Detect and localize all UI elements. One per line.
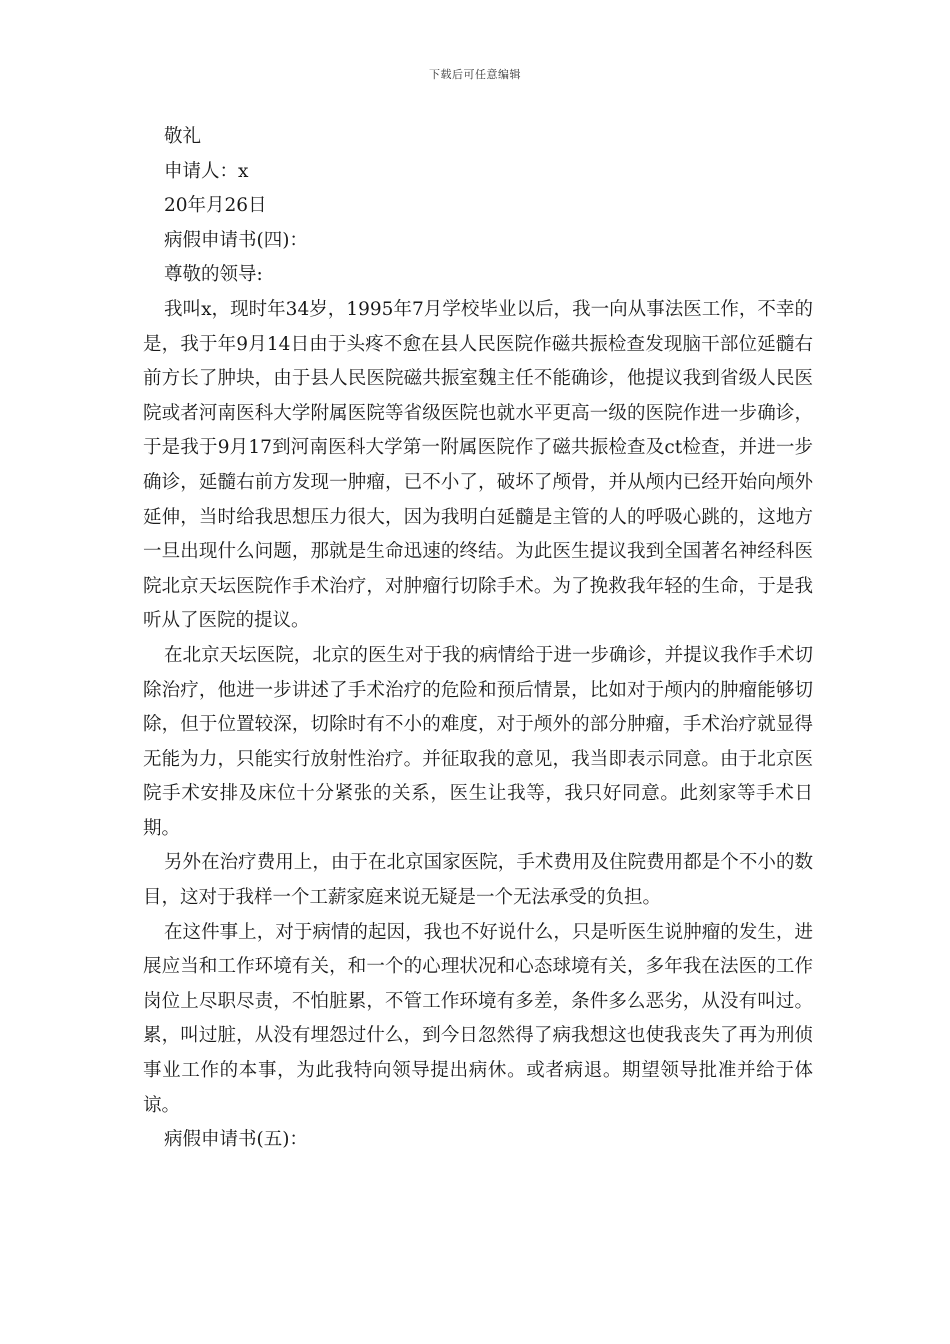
header-note: 下载后可任意编辑	[429, 68, 521, 81]
closing-line: 敬礼	[164, 126, 202, 147]
salutation: 尊敬的领导:	[164, 264, 263, 286]
paragraph-1: 我叫x，现时年34岁，1995年7月学校毕业以后，我一向从事法医工作，不幸的是，我于年9月14日由于头疼不愈在县人民医院作磁共振检查发现脑干部位延髓右前方长了肿块，由于县人民医院磁共振室魏主任不能确诊，他提议我到省级人民医院或者河南医科大学附属医院等省级医院也就水平更高一级的医院作进一步确诊，于是我于9月17到河南医科大学第一附属医院作了磁共振检查及ct检查，并进一步确诊，延髓右前方发现一肿瘤，已不小了，破坏了颅骨，并从颅内已经开始向颅外延伸，当时给我思想压力很大，因为我明白延髓是主管的人的呼吸心跳的，这地方一旦出现什么问题，那就是生命迅速的终结。为此医生提议我到全国著名神经科医院北京天坛医院作手术治疗，对肿瘤行切除手术。为了挽救我年轻的生命，于是我听从了医院的提议。	[143, 298, 813, 632]
section-title-4: 病假申请书(四)：	[164, 229, 308, 251]
paragraph-3: 另外在治疗费用上，由于在北京国家医院，手术费用及住院费用都是个不小的数目，这对于我样一个工薪家庭来说无疑是一个无法承受的负担。	[143, 852, 813, 909]
section-title-5: 病假申请书(五)：	[164, 1129, 308, 1151]
document-body	[143, 120, 813, 1158]
paragraph-2: 在北京天坛医院，北京的医生对于我的病情给于进一步确诊，并提议我作手术切除治疗，他进一步讲述了手术治疗的危险和预后情景，比如对于颅内的肿瘤能够切除，但于位置较深，切除时有不小的难度，对于颅外的部分肿瘤，手术治疗就显得无能为力，只能实行放射性治疗。并征取我的意见，我当即表示同意。由于北京医院手术安排及床位十分紧张的关系，医生让我等，我只好同意。此刻家等手术日期。	[143, 644, 813, 839]
date-line: 20年月26日	[164, 195, 267, 217]
applicant-line: 申请人：x	[164, 160, 249, 182]
paragraph-4: 在这件事上，对于病情的起因，我也不好说什么，只是听医生说肿瘤的发生，进展应当和工作环境有关，和一个的心理状况和心态球境有关，多年我在法医的工作岗位上尽职尽责，不怕脏累，不管工作环境有多差，条件多么恶劣，从没有叫过。累，叫过脏，从没有埋怨过什么，到今日忽然得了病我想这也使我丧失了再为刑侦事业工作的本事，为此我特向领导提出病休。或者病退。期望领导批准并给于体谅。	[143, 921, 813, 1116]
